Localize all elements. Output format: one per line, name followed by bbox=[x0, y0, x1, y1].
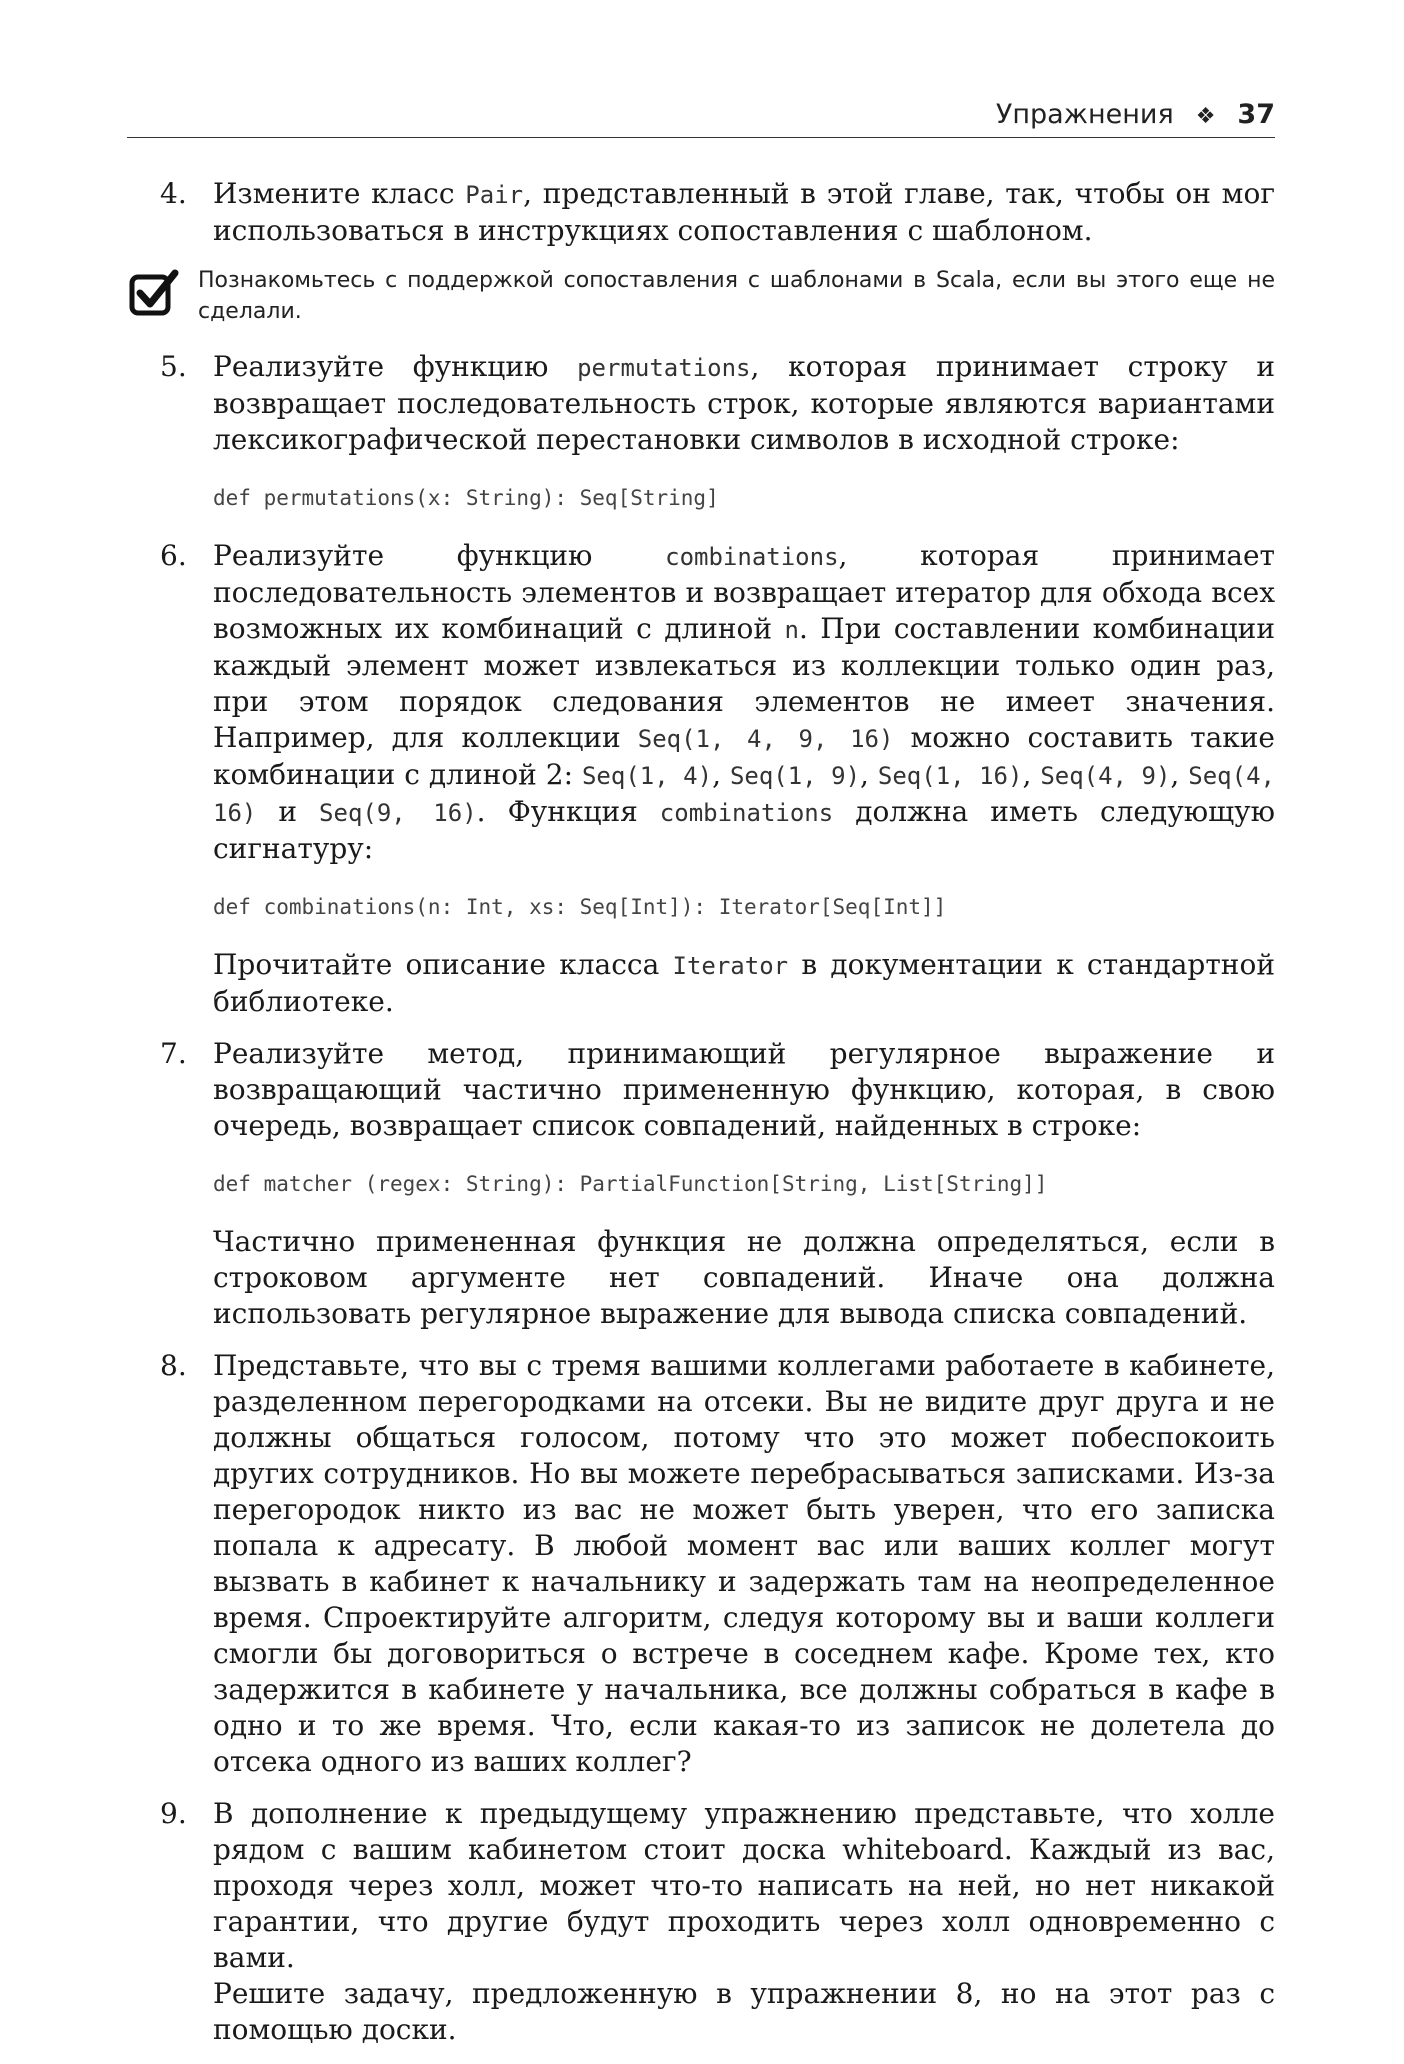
exercise-text: В дополнение к предыдущему упражнению представьте, что холле рядом с вашим кабинетом стоит доска whiteboard. Каждый из вас, проходя через холл, может что-то написать на ней, но нет никакой гарантии, что другие будут проходить через холл одновременно с вами. bbox=[213, 1797, 1275, 1974]
page-number: 37 bbox=[1237, 99, 1275, 130]
tip-note bbox=[128, 265, 1275, 327]
ornament-icon: ❖ bbox=[1195, 104, 1216, 129]
exercise-number: 9. bbox=[160, 1797, 187, 1830]
exercise-text: Реализуйте метод, принимающий регулярное выражение и возвращающий частично примененную функцию, которая, в свою очередь, возвращает список совпадений, найденных в строке: bbox=[213, 1037, 1275, 1142]
exercise-note: Частично примененная функция не должна определяться, если в строковом аргументе нет совпадений. Иначе она должна использовать регулярное выражение для вывода списка совпадений. bbox=[213, 1225, 1275, 1330]
code-signature: def matcher (regex: String): PartialFunction[String, List[String]] bbox=[213, 1172, 1048, 1196]
exercise-text: Измените класс Pair, представленный в этой главе, так, чтобы он мог использоваться в инструкциях сопоставления с шаблоном. bbox=[213, 177, 1275, 247]
exercise-text: Представьте, что вы с тремя вашими коллегами работаете в кабинете, разделенном перегородками на отсеки. Вы не видите друг друга и не должны общаться голосом, потому что это может побеспокоить других сотрудников. Но вы можете перебрасываться записками. Из-за перегородок никто из вас не может быть уверен, что его записка попала к адресату. В любой момент вас или ваших коллег могут вызвать в кабинет к начальнику и задержать там на неопределенное время. Спроектируйте алгоритм, следуя которому вы и ваши коллеги смогли бы договориться о встрече в соседнем кафе. Кроме тех, кто задержится в кабинете у начальника, все должны собраться в кафе в одно и то же время. Что, если какая-то из записок не долетела до отсека одного из ваших коллег? bbox=[213, 1349, 1275, 1778]
exercise-number: 7. bbox=[160, 1037, 187, 1070]
code-signature: def permutations(x: String): Seq[String] bbox=[213, 486, 719, 510]
exercise-number: 5. bbox=[160, 350, 187, 383]
code-signature: def combinations(n: Int, xs: Seq[Int]): Iterator[Seq[Int]] bbox=[213, 895, 947, 919]
exercise-7 bbox=[160, 1036, 1275, 1332]
exercise-4 bbox=[160, 176, 1275, 249]
section-title: Упражнения bbox=[995, 99, 1174, 130]
page-header bbox=[127, 95, 1275, 138]
exercise-text-2: Решите задачу, предложенную в упражнении 8, но на этот раз с помощью доски. bbox=[213, 1977, 1275, 2046]
exercise-number: 6. bbox=[160, 539, 187, 572]
exercise-9 bbox=[160, 1796, 1275, 2048]
exercise-number: 4. bbox=[160, 177, 187, 210]
exercise-5 bbox=[160, 349, 1275, 512]
exercise-number: 8. bbox=[160, 1349, 187, 1382]
checkbox-icon bbox=[128, 267, 180, 319]
exercise-8 bbox=[160, 1348, 1275, 1780]
exercise-text: Реализуйте функцию combinations, которая принимает последовательность элементов и возвращает итератор для обхода всех возможных их комбинаций с длиной n. При составлении комбинации каждый элемент может извлекаться из коллекции только один раз, при этом порядок следования элементов не имеет значения. Например, для коллекции Seq(1, 4, 9, 16) можно составить такие комбинации с длиной 2: Seq(1, 4), Seq(1, 9), Seq(1, 16), Seq(4, 9), Seq(4, 16) и Seq(9, 16). Функция combinations должна иметь следующую сигнатуру: bbox=[213, 539, 1276, 865]
tip-text: Познакомьтесь с поддержкой сопоставления с шаблонами в Scala, если вы этого еще не сделали. bbox=[198, 268, 1275, 324]
page-body bbox=[160, 176, 1275, 2064]
exercise-note: Прочитайте описание класса Iterator в документации к стандартной библиотеке. bbox=[213, 948, 1275, 1018]
exercise-6 bbox=[160, 538, 1275, 1020]
exercise-text: Реализуйте функцию permutations, которая принимает строку и возвращает последовательность строк, которые являются вариантами лексикографической перестановки символов в исходной строке: bbox=[213, 350, 1276, 456]
